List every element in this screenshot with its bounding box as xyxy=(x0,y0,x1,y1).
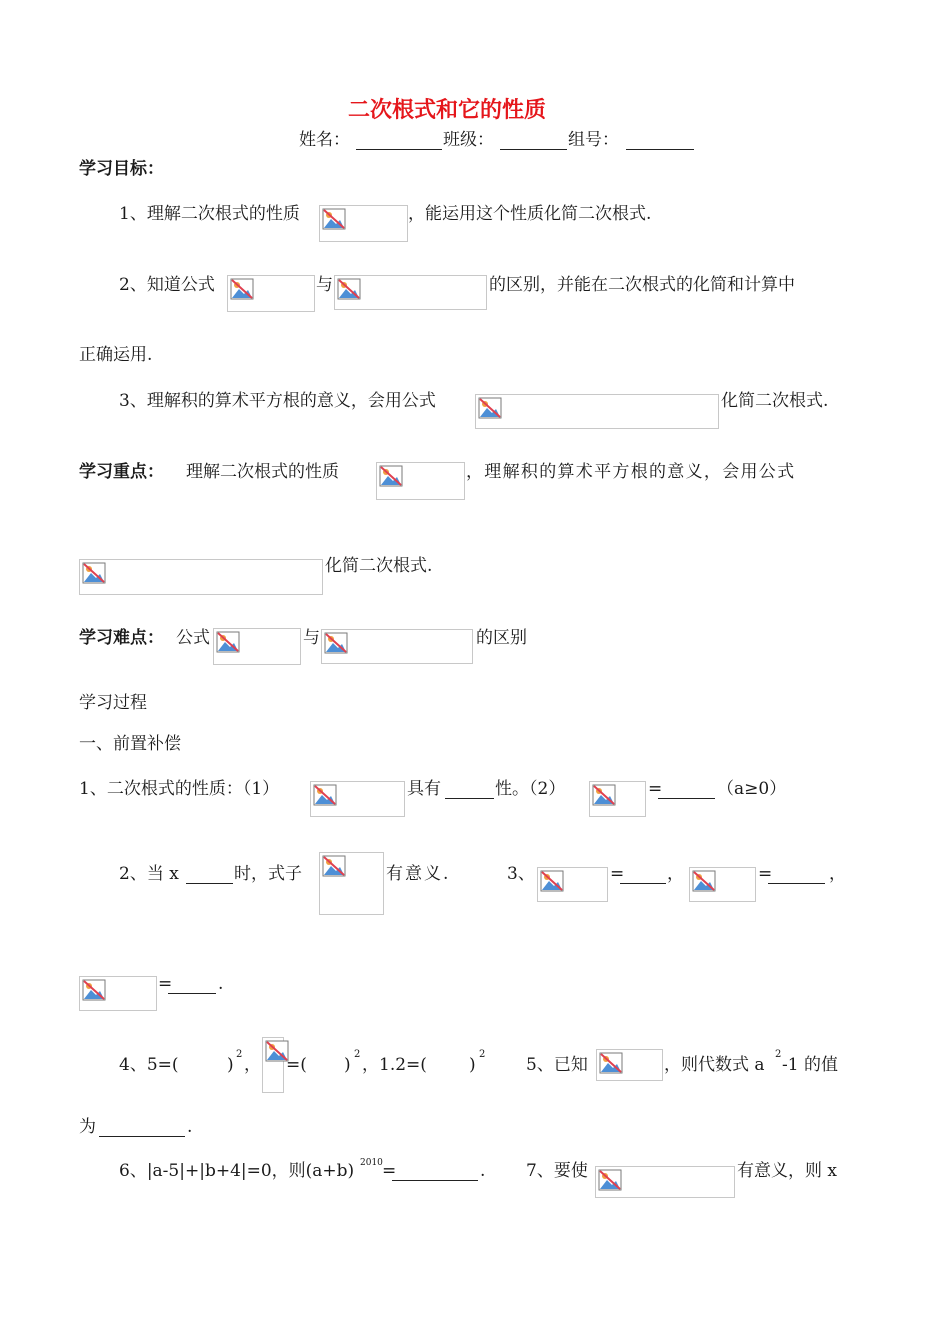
comma: ， xyxy=(829,864,846,884)
group-label: 组号： xyxy=(568,130,619,150)
name-label: 姓名： xyxy=(299,130,350,150)
formula-image xyxy=(596,1049,663,1081)
answer-blank[interactable] xyxy=(392,1180,478,1181)
exponent: 2 xyxy=(775,1049,782,1060)
period: . xyxy=(480,1161,486,1181)
class-label: 班级： xyxy=(443,130,494,150)
page-title: 二次根式和它的性质 xyxy=(348,98,547,123)
equals-sign: = xyxy=(610,864,625,884)
question-4-text-mid: ，1.2=( xyxy=(362,1055,427,1075)
exponent: 2 xyxy=(236,1049,243,1060)
question-7-text-end: 有意义，则 x xyxy=(737,1161,837,1181)
formula-image xyxy=(319,205,408,242)
question-7-text: 7、要使 xyxy=(526,1161,588,1181)
keypoints-text-end: ，理解积的算术平方根的意义，会用公式 xyxy=(466,462,796,482)
question-6-text: 6、|a-5|+|b+4|=0，则(a+b) xyxy=(119,1161,355,1181)
goal-2-text-end: 的区别，并能在二次根式的化简和计算中 xyxy=(489,275,795,295)
paren: ) xyxy=(344,1055,351,1075)
question-3-number: 3、 xyxy=(507,864,535,884)
formula-image xyxy=(319,852,384,915)
equals-sign: = xyxy=(382,1161,397,1181)
difficulty-text: 公式 xyxy=(176,628,210,648)
comma: ， xyxy=(244,1055,261,1075)
section-heading: 一、前置补偿 xyxy=(79,734,181,754)
goal-3-text: 3、理解积的算术平方根的意义，会用公式 xyxy=(119,391,436,411)
formula-image xyxy=(213,628,301,665)
period: . xyxy=(218,974,224,994)
keypoints-heading: 学习重点： xyxy=(79,462,164,482)
exponent: 2 xyxy=(479,1049,486,1060)
answer-blank[interactable] xyxy=(658,798,715,799)
goals-heading: 学习目标： xyxy=(79,159,164,179)
keypoints-continued: 化简二次根式. xyxy=(325,556,433,576)
question-1-has: 具有 xyxy=(407,779,441,799)
answer-blank[interactable] xyxy=(186,883,233,884)
formula-image xyxy=(589,781,646,817)
question-5-continued: 为 xyxy=(79,1117,96,1137)
period: . xyxy=(187,1117,193,1137)
paren: ) xyxy=(227,1055,234,1075)
formula-image xyxy=(537,867,608,902)
exponent: 2 xyxy=(354,1049,361,1060)
question-2-expression: 时，式子 xyxy=(234,864,302,884)
formula-image xyxy=(334,275,487,310)
formula-image xyxy=(79,559,323,595)
goal-3-text-end: 化简二次根式. xyxy=(721,391,829,411)
name-blank[interactable] xyxy=(356,149,442,150)
question-1-condition: （a≥0） xyxy=(717,779,787,799)
class-blank[interactable] xyxy=(500,149,567,150)
group-blank[interactable] xyxy=(626,149,694,150)
goal-2-and: 与 xyxy=(316,275,333,295)
answer-blank[interactable] xyxy=(168,993,216,994)
formula-image xyxy=(79,976,157,1011)
difficulty-text-end: 的区别 xyxy=(476,628,527,648)
comma: ， xyxy=(667,864,684,884)
question-4-text: 4、5=( xyxy=(119,1055,179,1075)
answer-blank[interactable] xyxy=(445,798,494,799)
goal-2-text: 2、知道公式 xyxy=(119,275,215,295)
paren: =( xyxy=(286,1055,307,1075)
formula-image xyxy=(321,629,473,664)
process-heading: 学习过程 xyxy=(79,693,147,713)
exponent: 2010 xyxy=(360,1158,383,1168)
question-5-text-end: ，则代数式 a xyxy=(664,1055,765,1075)
formula-image xyxy=(262,1037,284,1093)
goal-1-text: 1、理解二次根式的性质 xyxy=(119,204,300,224)
question-5-text: 5、已知 xyxy=(526,1055,588,1075)
difficulty-heading: 学习难点： xyxy=(79,628,164,648)
difficulty-and: 与 xyxy=(303,628,320,648)
equals-sign: = xyxy=(648,779,663,799)
formula-image xyxy=(475,394,719,429)
formula-image xyxy=(595,1166,735,1198)
question-2-text: 2、当 x xyxy=(119,864,179,884)
paren: ) xyxy=(469,1055,476,1075)
formula-image xyxy=(310,781,405,817)
formula-image xyxy=(689,867,756,902)
keypoints-text: 理解二次根式的性质 xyxy=(186,462,339,482)
formula-image xyxy=(227,275,315,312)
formula-image xyxy=(376,462,465,500)
question-1-text: 1、二次根式的性质：（1） xyxy=(79,779,280,799)
goal-2-continued: 正确运用. xyxy=(79,345,153,365)
answer-blank[interactable] xyxy=(620,883,666,884)
question-2-meaningful: 有意义. xyxy=(386,864,451,884)
answer-blank[interactable] xyxy=(768,883,825,884)
goal-1-text-end: ，能运用这个性质化简二次根式. xyxy=(408,204,652,224)
equals-sign: = xyxy=(758,864,773,884)
question-5-text-value: -1 的值 xyxy=(782,1055,838,1075)
equals-sign: = xyxy=(158,974,173,994)
question-1-property: 性。（2） xyxy=(495,779,566,799)
answer-blank[interactable] xyxy=(99,1136,185,1137)
